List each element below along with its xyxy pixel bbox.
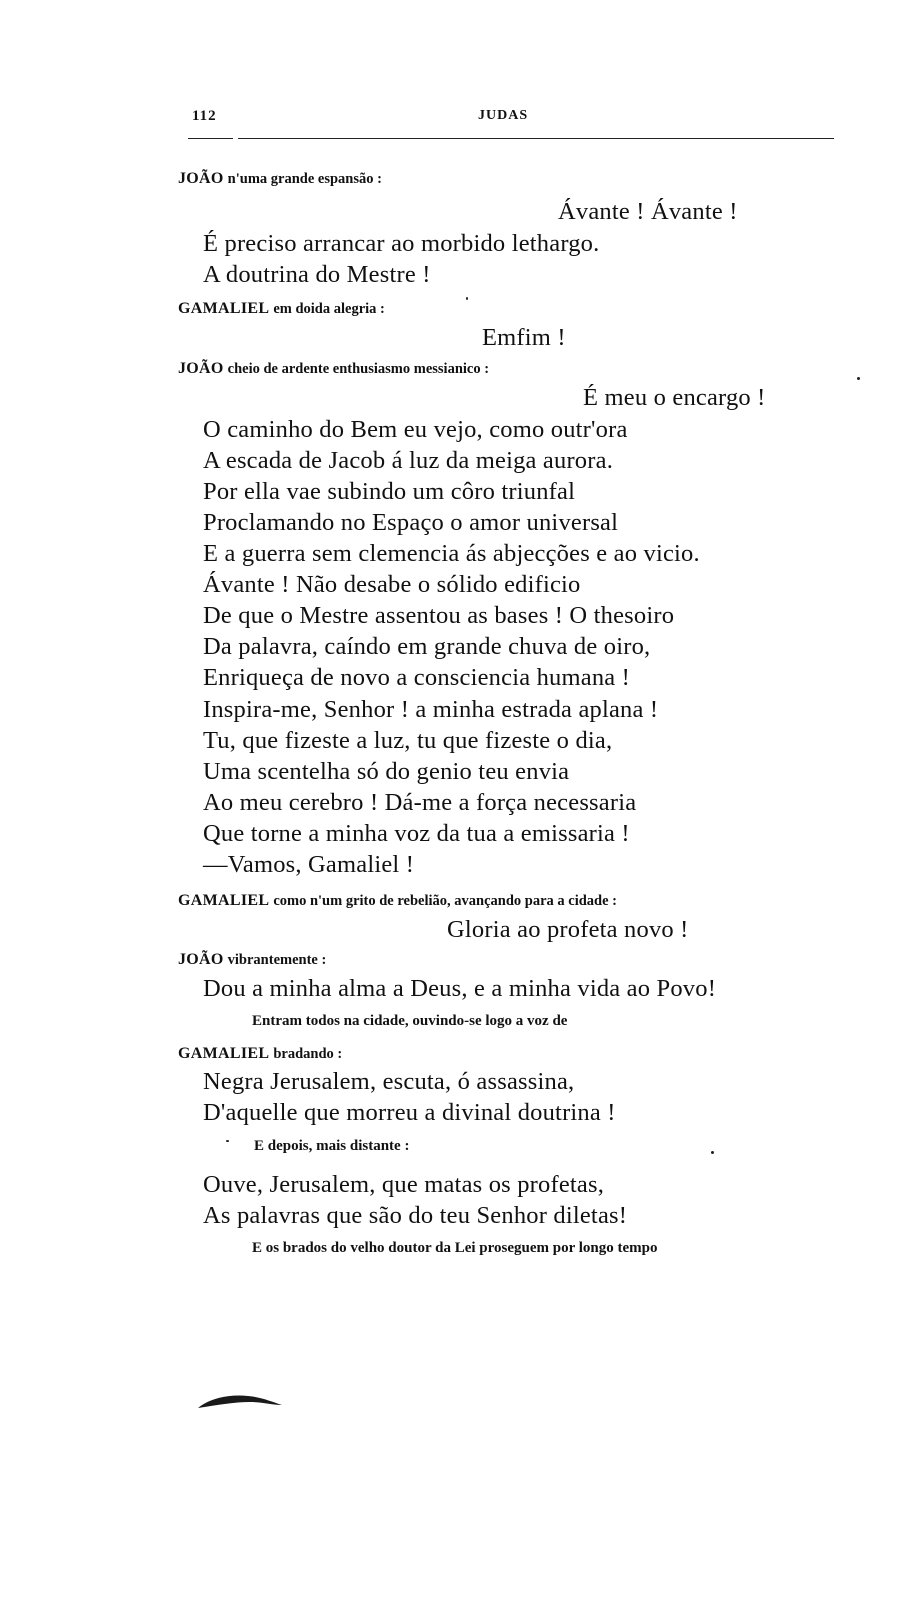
verse-line: E a guerra sem clemencia ás abjecções e ao vicio. [203, 540, 700, 567]
stage-direction: em doida alegria : [273, 301, 385, 317]
verse-line: Por ella vae subindo um côro triunfal [203, 478, 576, 505]
verse-line: Enriqueça de novo a consciencia humana ! [203, 664, 631, 691]
running-title: JUDAS [478, 108, 529, 123]
verse-line: O caminho do Bem eu vejo, como outr'ora [203, 416, 628, 443]
speaker-line [178, 951, 326, 969]
verse-line: É preciso arrancar ao morbido lethargo. [203, 230, 600, 257]
verse-line: De que o Mestre assentou as bases ! O thesoiro [203, 602, 675, 629]
speaker-line [178, 360, 489, 378]
verse-line: Gloria ao profeta novo ! [447, 916, 689, 943]
stage-direction: n'uma grande espansão : [227, 171, 382, 187]
verse-line: Da palavra, caíndo em grande chuva de oiro, [203, 633, 651, 660]
verse-line: Proclamando no Espaço o amor universal [203, 509, 619, 536]
print-speck [466, 297, 468, 300]
verse-line: Ávante ! Ávante ! [558, 198, 738, 225]
verse-line: Dou a minha alma a Deus, e a minha vida ao Povo! [203, 975, 717, 1002]
speaker-line [178, 170, 382, 188]
stage-direction: como n'um grito de rebelião, avançando para a cidade : [273, 893, 618, 909]
stage-direction: vibrantemente : [227, 952, 327, 968]
verse-line: —Vamos, Gamaliel ! [203, 851, 415, 878]
header-rule-left [188, 138, 233, 139]
header-rule-right [238, 138, 834, 139]
stage-direction-line: E depois, mais distante : [254, 1138, 410, 1154]
verse-line: Tu, que fizeste a luz, tu que fizeste o dia, [203, 727, 613, 754]
page-number: 112 [192, 108, 217, 124]
verse-line: Uma scentelha só do genio teu envia [203, 758, 570, 785]
verse-line: A doutrina do Mestre ! [203, 261, 431, 288]
stage-direction-line: E os brados do velho doutor da Lei proseguem por longo tempo [252, 1240, 658, 1256]
speaker-line [178, 300, 385, 318]
stage-direction-line: Entram todos na cidade, ouvindo-se logo a voz de [252, 1013, 568, 1029]
verse-line: Que torne a minha voz da tua a emissaria ! [203, 820, 630, 847]
speaker-line [178, 892, 617, 910]
speaker-name: GAMALIEL [178, 300, 270, 317]
speaker-name: JOÃO [178, 360, 224, 377]
verse-line: Inspira-me, Senhor ! a minha estrada aplana ! [203, 696, 659, 723]
print-speck [857, 377, 860, 380]
verse-line: Ouve, Jerusalem, que matas os profetas, [203, 1171, 605, 1198]
verse-line: É meu o encargo ! [583, 384, 766, 411]
verse-line: D'aquelle que morreu a divinal doutrina ! [203, 1099, 616, 1126]
print-speck [226, 1140, 229, 1142]
verse-line: As palavras que são do teu Senhor diletas! [203, 1202, 628, 1229]
page-header [178, 108, 834, 142]
speaker-name: JOÃO [178, 170, 224, 187]
verse-line: Ao meu cerebro ! Dá-me a força necessaria [203, 789, 637, 816]
stage-direction: bradando : [273, 1046, 343, 1062]
speaker-line [178, 1045, 342, 1063]
verse-line: Ávante ! Não desabe o sólido edificio [203, 571, 581, 598]
print-speck [711, 1151, 714, 1154]
ink-blot-mark [196, 1388, 286, 1412]
speaker-name: GAMALIEL [178, 1045, 270, 1062]
speaker-name: JOÃO [178, 951, 224, 968]
verse-line: Emfim ! [482, 324, 566, 351]
verse-line: A escada de Jacob á luz da meiga aurora. [203, 447, 614, 474]
speaker-name: GAMALIEL [178, 892, 270, 909]
stage-direction: cheio de ardente enthusiasmo messianico : [227, 361, 490, 377]
verse-line: Negra Jerusalem, escuta, ó assassina, [203, 1068, 575, 1095]
